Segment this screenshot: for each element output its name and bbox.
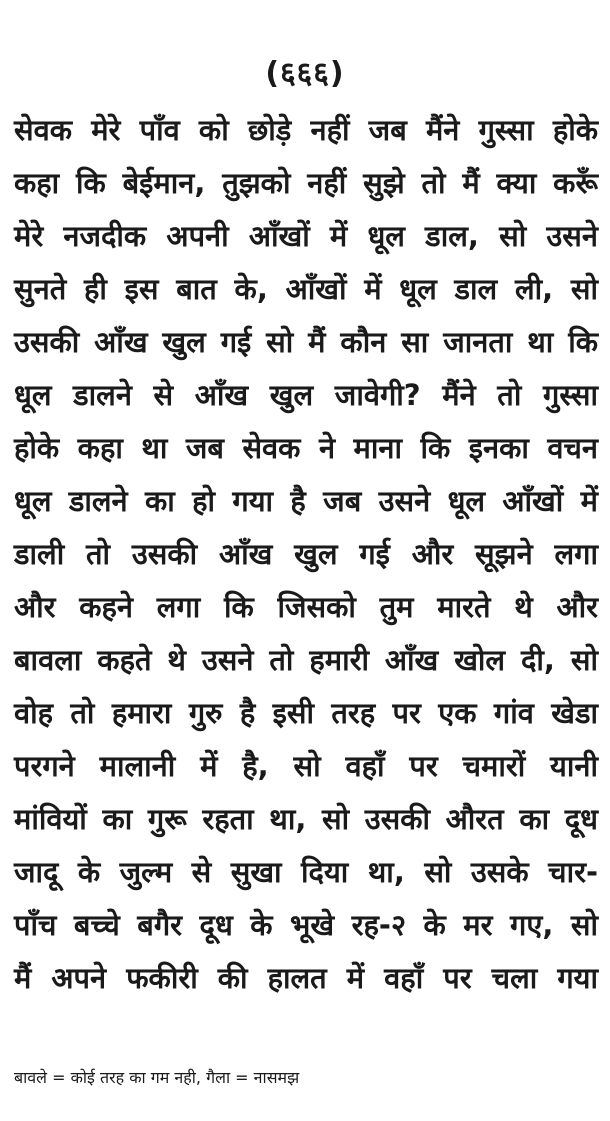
text-line: परगने मालानी में है, सो वहाँ पर चमारों यानी [14, 749, 598, 783]
text-line: जादू के जुल्म से सुखा दिया था, सो उसके चार- [14, 855, 598, 889]
text-line: सुनते ही इस बात के, आँखों में धूल डाल ली, सो [14, 272, 598, 306]
text-line: सेवक मेरे पाँव को छोड़े नहीं जब मैंने गुस्सा होके [14, 113, 598, 147]
footnote: बावले = कोई तरह का गम नही, गैला = नासमझ [14, 1068, 300, 1087]
body-text [14, 104, 598, 1005]
text-line: बावला कहते थे उसने तो हमारी आँख खोल दी, सो [14, 643, 598, 677]
text-line: और कहने लगा कि जिसको तुम मारते थे और [14, 590, 598, 624]
text-line: मैं अपने फकीरी की हालत में वहाँ पर चला गया [14, 961, 598, 995]
text-line: धूल डालने से आँख खुल जावेगी? मैंने तो गुस्सा [14, 378, 598, 412]
text-line: उसकी आँख खुल गई सो मैं कौन सा जानता था कि [14, 325, 598, 359]
text-line: डाली तो उसकी आँख खुल गई और सूझने लगा [14, 537, 598, 571]
page-number: (६६६) [265, 56, 345, 91]
text-line: धूल डालने का हो गया है जब उसने धूल आँखों में [14, 484, 598, 518]
text-line: होके कहा था जब सेवक ने माना कि इनका वचन [14, 431, 598, 465]
text-line: मेरे नजदीक अपनी आँखों में धूल डाल, सो उसने [14, 219, 598, 253]
text-line: मांवियों का गुरू रहता था, सो उसकी औरत का दूध [14, 802, 598, 836]
text-line: पाँच बच्चे बगैर दूध के भूखे रह-२ के मर गए, सो [14, 908, 598, 942]
text-line: वोह तो हमारा गुरु है इसी तरह पर एक गांव खेडा [14, 696, 598, 730]
text-line: कहा कि बेईमान, तुझको नहीं सुझे तो मैं क्या करूँ [14, 166, 598, 200]
